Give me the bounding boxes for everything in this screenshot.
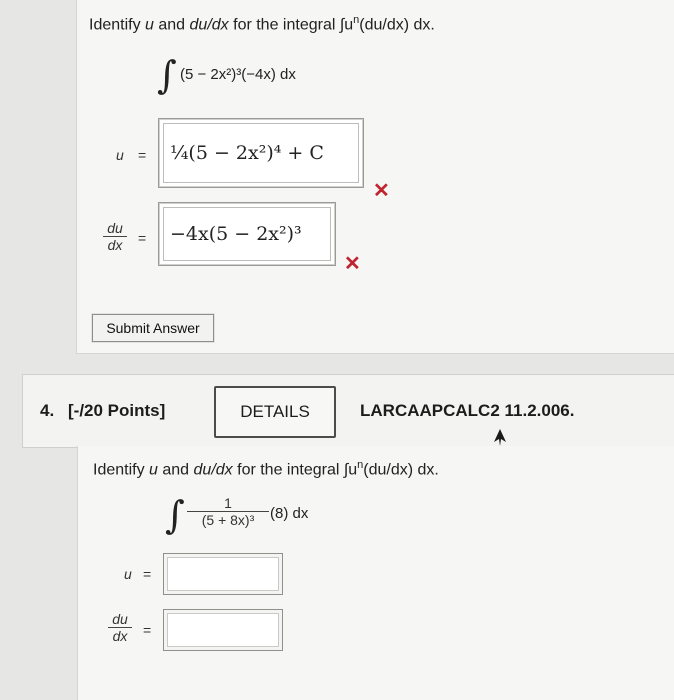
u-label: u [116,147,124,163]
equals-sign: = [138,147,147,163]
du-dx-label: $\frac{du}{dx}$ [108,611,132,644]
integrand-tail: (8) dx [270,505,309,522]
question-3-integrand: (5 − 2x²)³(−4x) dx [180,66,296,83]
du-dx-label: $\frac{du}{dx}$ [103,220,127,253]
dudx-answer-box[interactable] [158,202,336,266]
u-answer-value[interactable]: ¼(5 − 2x²)⁴ + C [163,123,359,183]
details-button[interactable]: DETAILS [214,386,336,438]
equals-sign: = [143,566,152,582]
equals-sign: = [143,622,152,638]
problem-code: LARCAAPCALC2 11.2.006. [360,401,575,420]
question-3-prompt: Identify u and du/dx for the integral $\int u^n(du/dx)$ dx. [89,14,435,34]
u-input[interactable] [163,553,283,595]
incorrect-icon: ✕ [344,253,361,275]
mouse-cursor-icon [492,428,508,448]
u-answer-box[interactable] [158,118,364,188]
question-4-prompt: Identify u and du/dx for the integral $\int u^n(du/dx)$ dx. [93,459,439,479]
dudx-answer-value[interactable]: −4x(5 − 2x²)³ [163,207,331,261]
incorrect-icon: ✕ [373,180,390,202]
points-label: [-/20 Points] [68,401,166,420]
integrand-fraction: $\frac{1}{\text{(5 + 8x)³}}$ [187,495,269,528]
integral-sign: ∫ [165,493,185,537]
question-number: 4. [40,401,55,420]
u-label: u [124,566,132,582]
submit-answer-button[interactable]: Submit Answer [92,314,214,342]
integral-sign: ∫ [157,53,177,97]
dudx-input[interactable] [163,609,283,651]
equals-sign: = [138,230,147,246]
